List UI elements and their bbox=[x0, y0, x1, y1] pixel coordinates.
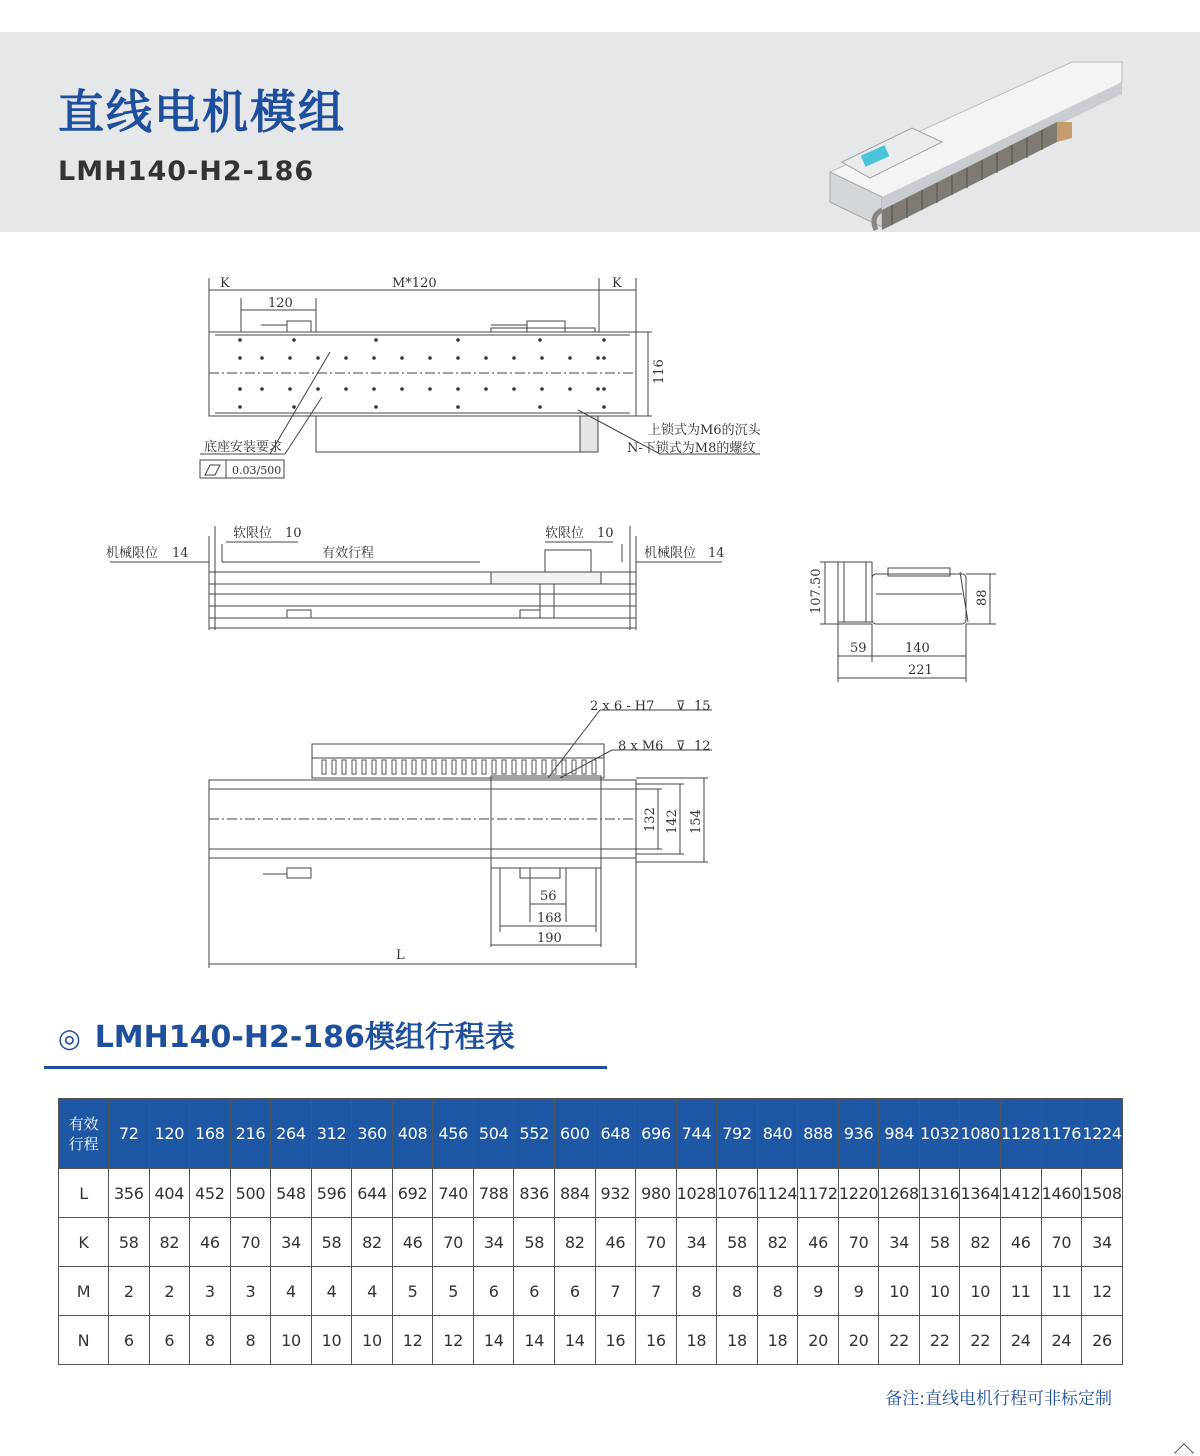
table-cell: 1364 bbox=[960, 1169, 1001, 1218]
dim-154: 154 bbox=[689, 809, 704, 834]
table-cell: 46 bbox=[392, 1218, 433, 1267]
table-cell: 10 bbox=[919, 1267, 960, 1316]
flatness-value: 0.03/500 bbox=[232, 464, 282, 477]
table-cell: 1316 bbox=[919, 1169, 960, 1218]
travel-header-cell: 792 bbox=[717, 1099, 758, 1169]
mech-limit-right-value: 14 bbox=[708, 546, 725, 561]
table-cell: 8 bbox=[190, 1316, 231, 1365]
table-cell: 34 bbox=[879, 1218, 920, 1267]
table-cell: 8 bbox=[230, 1316, 271, 1365]
table-cell: 404 bbox=[149, 1169, 190, 1218]
table-cell: 6 bbox=[514, 1267, 555, 1316]
travel-header-cell: 408 bbox=[392, 1099, 433, 1169]
table-cell: 20 bbox=[798, 1316, 839, 1365]
end-h2: 88 bbox=[975, 589, 990, 606]
table-cell: 500 bbox=[230, 1169, 271, 1218]
table-cell: 46 bbox=[798, 1218, 839, 1267]
mech-limit-left-value: 14 bbox=[172, 546, 189, 561]
row-label: L bbox=[59, 1169, 109, 1218]
table-cell: 4 bbox=[271, 1267, 312, 1316]
table-cell: 1172 bbox=[798, 1169, 839, 1218]
table-cell: 10 bbox=[879, 1267, 920, 1316]
table-cell: 46 bbox=[190, 1218, 231, 1267]
table-cell: 3 bbox=[190, 1267, 231, 1316]
table-cell: 14 bbox=[555, 1316, 596, 1365]
chevron-up-icon[interactable] bbox=[1174, 1443, 1194, 1456]
dim-132: 132 bbox=[643, 807, 658, 832]
hole2-depth-icon: ⊽ bbox=[676, 739, 686, 754]
table-cell: 11 bbox=[1041, 1267, 1082, 1316]
ring-icon: ◎ bbox=[58, 1024, 81, 1054]
table-cell: 1268 bbox=[879, 1169, 920, 1218]
table-cell: 22 bbox=[960, 1316, 1001, 1365]
dim-k-right: K bbox=[612, 276, 622, 291]
table-corner-header: 有效 行程 bbox=[59, 1099, 109, 1169]
dim-56: 56 bbox=[540, 889, 557, 904]
table-cell: 1076 bbox=[717, 1169, 758, 1218]
table-cell: 7 bbox=[636, 1267, 677, 1316]
table-cell: 34 bbox=[271, 1218, 312, 1267]
table-cell: 9 bbox=[838, 1267, 879, 1316]
table-cell: 82 bbox=[149, 1218, 190, 1267]
mech-limit-right-label: 机械限位 bbox=[644, 546, 697, 561]
table-cell: 596 bbox=[311, 1169, 352, 1218]
table-cell: 10 bbox=[960, 1267, 1001, 1316]
table-cell: 932 bbox=[595, 1169, 636, 1218]
dim-height: 116 bbox=[652, 359, 667, 384]
travel-header-cell: 312 bbox=[311, 1099, 352, 1169]
model-number: LMH140-H2-186 bbox=[58, 156, 315, 187]
table-cell: 58 bbox=[919, 1218, 960, 1267]
table-cell: 644 bbox=[352, 1169, 393, 1218]
table-cell: 14 bbox=[514, 1316, 555, 1365]
stroke-table bbox=[58, 1098, 1123, 1365]
table-cell: 34 bbox=[676, 1218, 717, 1267]
table-cell: 58 bbox=[109, 1218, 150, 1267]
footnote: 备注:直线电机行程可非标定制 bbox=[885, 1389, 1112, 1409]
table-cell: 1028 bbox=[676, 1169, 717, 1218]
table-cell: 5 bbox=[392, 1267, 433, 1316]
travel-header-cell: 456 bbox=[433, 1099, 474, 1169]
table-cell: 18 bbox=[717, 1316, 758, 1365]
table-cell: 22 bbox=[919, 1316, 960, 1365]
table-cell: 12 bbox=[433, 1316, 474, 1365]
travel-header-cell: 216 bbox=[230, 1099, 271, 1169]
table-cell: 2 bbox=[149, 1267, 190, 1316]
section-title bbox=[58, 1012, 515, 1056]
table-cell: 452 bbox=[190, 1169, 231, 1218]
table-cell: 58 bbox=[717, 1218, 758, 1267]
base-requirement-label: 底座安装要求 bbox=[204, 440, 283, 455]
table-cell: 24 bbox=[1001, 1316, 1042, 1365]
dim-m-span: M*120 bbox=[392, 276, 437, 291]
table-cell: 16 bbox=[595, 1316, 636, 1365]
lock-upper-note: 上锁式为M6的沉头 bbox=[648, 423, 761, 438]
table-cell: 58 bbox=[311, 1218, 352, 1267]
table-cell: 2 bbox=[109, 1267, 150, 1316]
hole1-depth: 15 bbox=[694, 699, 711, 714]
table-cell: 20 bbox=[838, 1316, 879, 1365]
table-cell: 24 bbox=[1041, 1316, 1082, 1365]
hole1-depth-icon: ⊽ bbox=[676, 699, 686, 714]
table-cell: 548 bbox=[271, 1169, 312, 1218]
table-row bbox=[59, 1267, 1123, 1316]
table-cell: 8 bbox=[676, 1267, 717, 1316]
lock-lower-note: N-下锁式为M8的螺纹 bbox=[627, 441, 756, 456]
table-cell: 4 bbox=[311, 1267, 352, 1316]
table-row bbox=[59, 1218, 1123, 1267]
travel-header-cell: 72 bbox=[109, 1099, 150, 1169]
table-cell: 1460 bbox=[1041, 1169, 1082, 1218]
table-cell: 836 bbox=[514, 1169, 555, 1218]
table-cell: 70 bbox=[230, 1218, 271, 1267]
table-cell: 1220 bbox=[838, 1169, 879, 1218]
table-cell: 8 bbox=[757, 1267, 798, 1316]
table-cell: 16 bbox=[636, 1316, 677, 1365]
travel-header-cell: 1032 bbox=[919, 1099, 960, 1169]
side-view bbox=[110, 526, 722, 630]
table-cell: 6 bbox=[473, 1267, 514, 1316]
table-cell: 5 bbox=[433, 1267, 474, 1316]
table-cell: 18 bbox=[676, 1316, 717, 1365]
row-label: K bbox=[59, 1218, 109, 1267]
end-w2: 140 bbox=[905, 641, 930, 656]
section-title-text: LMH140-H2-186模组行程表 bbox=[94, 1020, 515, 1055]
table-cell: 980 bbox=[636, 1169, 677, 1218]
table-cell: 70 bbox=[1041, 1218, 1082, 1267]
travel-header-cell: 936 bbox=[838, 1099, 879, 1169]
hole2-spec: 8 x M6 bbox=[618, 739, 664, 754]
table-cell: 14 bbox=[473, 1316, 514, 1365]
table-cell: 10 bbox=[311, 1316, 352, 1365]
section-underline bbox=[44, 1066, 607, 1069]
soft-limit-left-value: 10 bbox=[285, 526, 302, 541]
table-cell: 82 bbox=[352, 1218, 393, 1267]
table-cell: 70 bbox=[636, 1218, 677, 1267]
mech-limit-left-label: 机械限位 bbox=[106, 546, 159, 561]
dim-pitch: 120 bbox=[268, 296, 293, 311]
table-cell: 12 bbox=[392, 1316, 433, 1365]
table-cell: 4 bbox=[352, 1267, 393, 1316]
table-header-row bbox=[59, 1099, 1123, 1169]
table-cell: 34 bbox=[1082, 1218, 1123, 1267]
travel-header-cell: 648 bbox=[595, 1099, 636, 1169]
table-cell: 12 bbox=[1082, 1267, 1123, 1316]
row-label: M bbox=[59, 1267, 109, 1316]
soft-limit-left-label: 软限位 bbox=[233, 526, 273, 541]
table-cell: 1412 bbox=[1001, 1169, 1042, 1218]
travel-header-cell: 1128 bbox=[1001, 1099, 1042, 1169]
travel-header-cell: 360 bbox=[352, 1099, 393, 1169]
table-row bbox=[59, 1169, 1123, 1218]
travel-header-cell: 696 bbox=[636, 1099, 677, 1169]
product-image bbox=[822, 32, 1132, 232]
travel-header-cell: 264 bbox=[271, 1099, 312, 1169]
end-h1: 107.50 bbox=[809, 568, 824, 614]
table-cell: 58 bbox=[514, 1218, 555, 1267]
table-cell: 9 bbox=[798, 1267, 839, 1316]
table-cell: 34 bbox=[473, 1218, 514, 1267]
table-cell: 46 bbox=[595, 1218, 636, 1267]
table-cell: 18 bbox=[757, 1316, 798, 1365]
table-cell: 82 bbox=[757, 1218, 798, 1267]
dim-190: 190 bbox=[537, 931, 562, 946]
page-title: 直线电机模组 bbox=[58, 85, 346, 139]
table-cell: 356 bbox=[109, 1169, 150, 1218]
table-cell: 10 bbox=[352, 1316, 393, 1365]
table-cell: 1124 bbox=[757, 1169, 798, 1218]
travel-header-cell: 888 bbox=[798, 1099, 839, 1169]
end-w1: 59 bbox=[850, 641, 867, 656]
travel-header-cell: 744 bbox=[676, 1099, 717, 1169]
table-cell: 46 bbox=[1001, 1218, 1042, 1267]
hole2-depth: 12 bbox=[694, 739, 711, 754]
technical-drawing bbox=[0, 232, 1200, 992]
table-cell: 82 bbox=[960, 1218, 1001, 1267]
table-cell: 70 bbox=[433, 1218, 474, 1267]
table-cell: 3 bbox=[230, 1267, 271, 1316]
dim-length: L bbox=[396, 948, 405, 963]
travel-header-cell: 504 bbox=[473, 1099, 514, 1169]
dim-142: 142 bbox=[665, 809, 680, 834]
table-cell: 26 bbox=[1082, 1316, 1123, 1365]
soft-limit-right-label: 软限位 bbox=[545, 526, 585, 541]
table-cell: 11 bbox=[1001, 1267, 1042, 1316]
end-w3: 221 bbox=[908, 663, 933, 678]
travel-header-cell: 552 bbox=[514, 1099, 555, 1169]
table-cell: 8 bbox=[717, 1267, 758, 1316]
dim-k-left: K bbox=[220, 276, 230, 291]
table-cell: 22 bbox=[879, 1316, 920, 1365]
table-cell: 884 bbox=[555, 1169, 596, 1218]
table-cell: 6 bbox=[109, 1316, 150, 1365]
table-cell: 6 bbox=[555, 1267, 596, 1316]
travel-label: 有效行程 bbox=[322, 546, 375, 561]
dim-168: 168 bbox=[537, 911, 562, 926]
table-cell: 70 bbox=[838, 1218, 879, 1267]
hole1-spec: 2 x 6 - H7 bbox=[590, 699, 655, 714]
travel-header-cell: 1224 bbox=[1082, 1099, 1123, 1169]
table-cell: 10 bbox=[271, 1316, 312, 1365]
row-label: N bbox=[59, 1316, 109, 1365]
soft-limit-right-value: 10 bbox=[597, 526, 614, 541]
travel-header-cell: 168 bbox=[190, 1099, 231, 1169]
travel-header-cell: 600 bbox=[555, 1099, 596, 1169]
table-cell: 1508 bbox=[1082, 1169, 1123, 1218]
table-cell: 692 bbox=[392, 1169, 433, 1218]
table-cell: 740 bbox=[433, 1169, 474, 1218]
table-cell: 7 bbox=[595, 1267, 636, 1316]
table-cell: 788 bbox=[473, 1169, 514, 1218]
travel-header-cell: 984 bbox=[879, 1099, 920, 1169]
travel-header-cell: 120 bbox=[149, 1099, 190, 1169]
travel-header-cell: 840 bbox=[757, 1099, 798, 1169]
travel-header-cell: 1176 bbox=[1041, 1099, 1082, 1169]
travel-header-cell: 1080 bbox=[960, 1099, 1001, 1169]
header-banner bbox=[0, 32, 1200, 232]
table-cell: 82 bbox=[555, 1218, 596, 1267]
table-row bbox=[59, 1316, 1123, 1365]
table-cell: 6 bbox=[149, 1316, 190, 1365]
